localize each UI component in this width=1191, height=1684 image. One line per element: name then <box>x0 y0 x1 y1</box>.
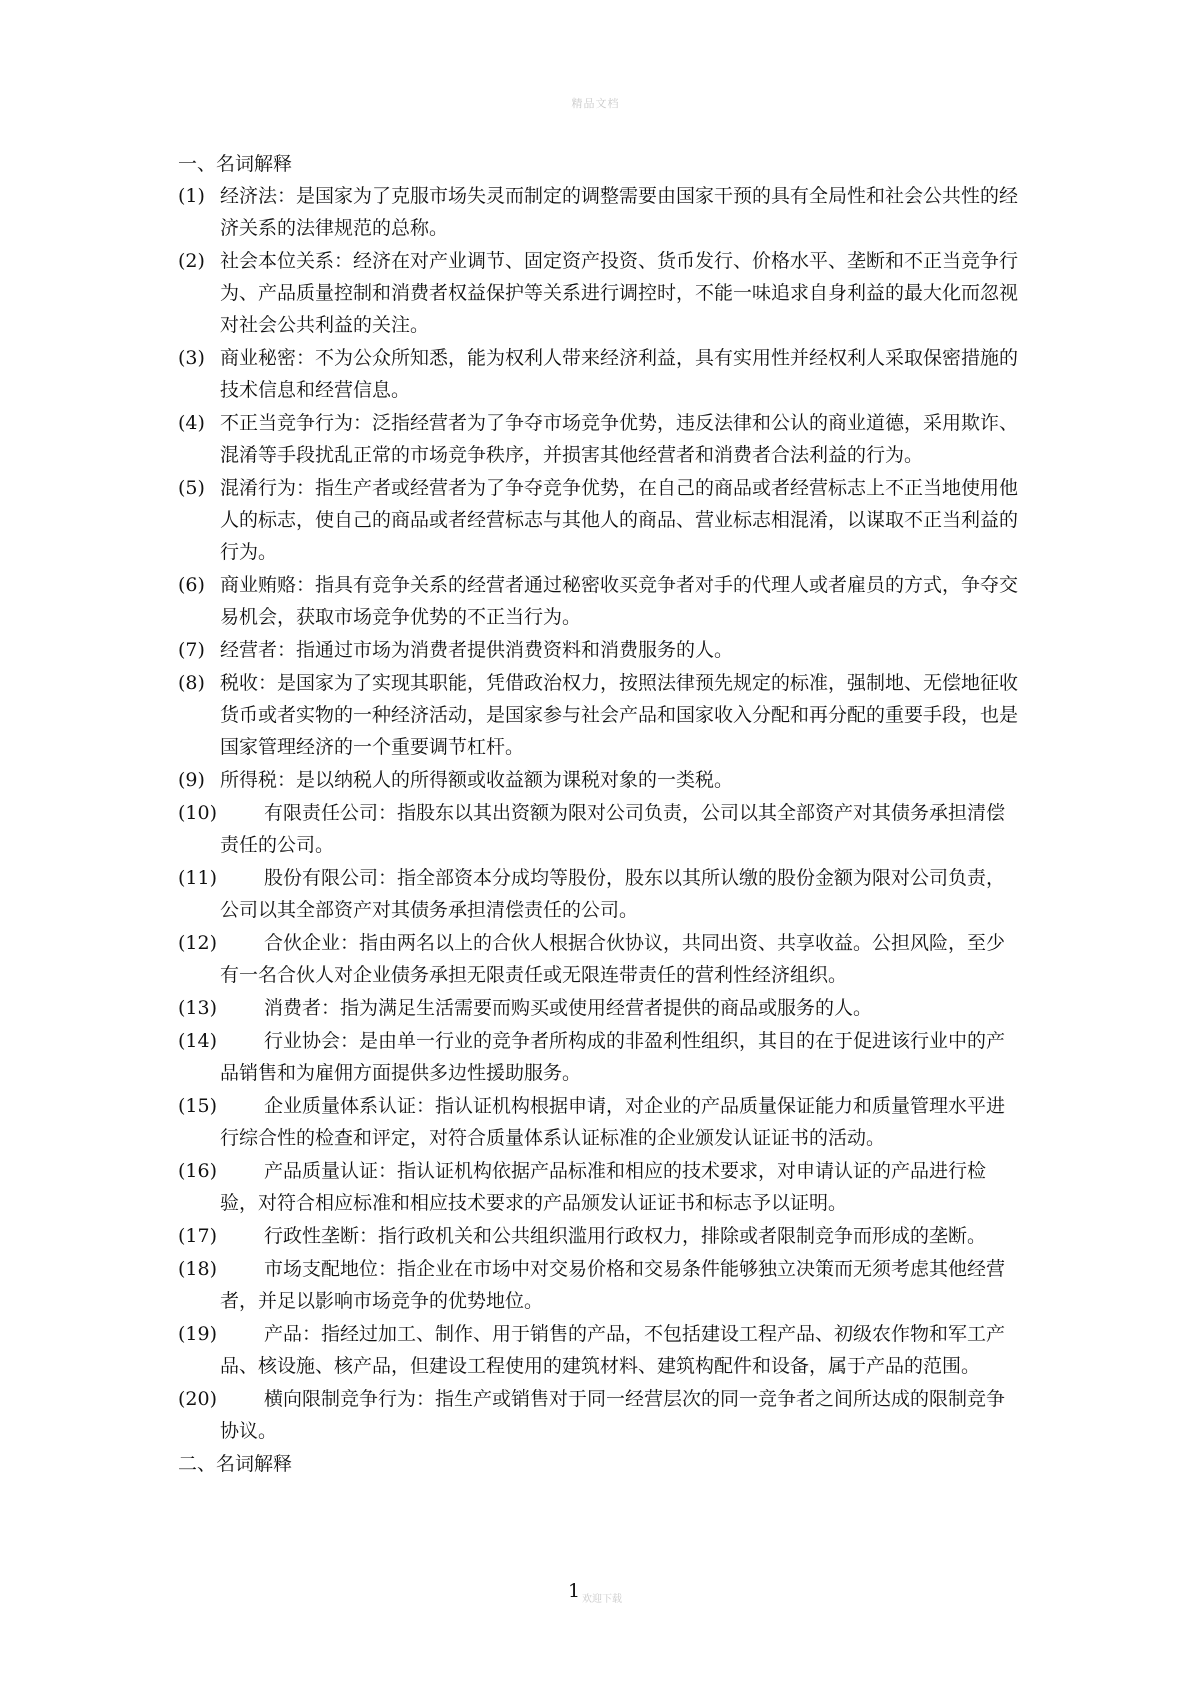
item-text: 横向限制竞争行为：指生产或销售对于同一经营层次的同一竞争者之间所达成的限制竞争协议。 <box>220 1388 1006 1442</box>
item-text: 所得税：是以纳税人的所得额或收益额为课税对象的一类税。 <box>220 769 734 791</box>
item-text: 产品质量认证：指认证机构依据产品标准和相应的技术要求，对申请认证的产品进行检验，对符合相应标准和相应技术要求的产品颁发认证证书和标志予以证明。 <box>220 1160 987 1214</box>
section-heading-2: 二、名词解释 <box>178 1453 293 1475</box>
section-heading-1: 一、名词解释 <box>178 153 293 175</box>
watermark-top: 精品文档 <box>571 97 620 110</box>
item-number: (9) <box>178 769 205 791</box>
list-item <box>178 634 1018 666</box>
item-text: 产品：指经过加工、制作、用于销售的产品，不包括建设工程产品、初级农作物和军工产品、核设施、核产品，但建设工程使用的建筑材料、建筑构配件和设备，属于产品的范围。 <box>220 1323 1006 1377</box>
list-item <box>178 342 1018 406</box>
item-text: 有限责任公司：指股东以其出资额为限对公司负责，公司以其全部资产对其债务承担清偿责任的公司。 <box>220 802 1006 856</box>
item-text: 混淆行为：指生产者或经营者为了争夺竞争优势，在自己的商品或者经营标志上不正当地使用他人的标志，使自己的商品或者经营标志与其他人的商品、营业标志相混淆，以谋取不正当利益的行为。 <box>220 477 1019 563</box>
item-number: (14) <box>178 1030 218 1052</box>
item-number: (10) <box>178 802 218 824</box>
list-item <box>178 180 1018 244</box>
list-item <box>178 1090 1018 1154</box>
item-number: (6) <box>178 574 205 596</box>
list-item <box>178 992 1018 1024</box>
item-text: 税收：是国家为了实现其职能，凭借政治权力，按照法律预先规定的标准，强制地、无偿地征收货币或者实物的一种经济活动，是国家参与社会产品和国家收入分配和再分配的重要手段，也是国家管理经济的一个重要调节杠杆。 <box>220 672 1019 758</box>
item-text: 企业质量体系认证：指认证机构根据申请，对企业的产品质量保证能力和质量管理水平进行综合性的检查和评定，对符合质量体系认证标准的企业颁发认证证书的活动。 <box>220 1095 1006 1149</box>
list-item <box>178 797 1018 861</box>
item-number: (4) <box>178 412 205 434</box>
list-item <box>178 862 1018 926</box>
item-number: (2) <box>178 250 205 272</box>
item-text: 商业秘密：不为公众所知悉，能为权利人带来经济利益，具有实用性并经权利人采取保密措施的技术信息和经营信息。 <box>220 347 1019 401</box>
item-text: 合伙企业：指由两名以上的合伙人根据合伙协议，共同出资、共享收益。公担风险，至少有一名合伙人对企业债务承担无限责任或无限连带责任的营利性经济组织。 <box>220 932 1006 986</box>
watermark-bottom: 欢迎下载 <box>582 1594 622 1605</box>
item-text: 行业协会：是由单一行业的竞争者所构成的非盈利性组织，其目的在于促进该行业中的产品销售和为雇佣方面提供多边性援助服务。 <box>220 1030 1006 1084</box>
list-item <box>178 245 1018 341</box>
list-item <box>178 407 1018 471</box>
item-number: (12) <box>178 932 218 954</box>
item-number: (15) <box>178 1095 218 1117</box>
item-number: (17) <box>178 1225 218 1247</box>
item-number: (13) <box>178 997 218 1019</box>
list-item <box>178 1318 1018 1382</box>
item-text: 股份有限公司：指全部资本分成均等股份，股东以其所认缴的股份金额为限对公司负责，公司以其全部资产对其债务承担清偿责任的公司。 <box>220 867 1006 921</box>
item-text: 不正当竞争行为：泛指经营者为了争夺市场竞争优势，违反法律和公认的商业道德，采用欺诈、混淆等手段扰乱正常的市场竞争秩序，并损害其他经营者和消费者合法利益的行为。 <box>220 412 1019 466</box>
list-item <box>178 1155 1018 1219</box>
item-number: (3) <box>178 347 205 369</box>
list-item <box>178 569 1018 633</box>
item-number: (18) <box>178 1258 218 1280</box>
term-list <box>178 180 1018 1447</box>
item-text: 消费者：指为满足生活需要而购买或使用经营者提供的商品或服务的人。 <box>264 997 873 1019</box>
item-number: (1) <box>178 185 205 207</box>
item-number: (19) <box>178 1323 218 1345</box>
item-number: (20) <box>178 1388 218 1410</box>
item-number: (7) <box>178 639 205 661</box>
list-item <box>178 1383 1018 1447</box>
list-item <box>178 764 1018 796</box>
item-number: (16) <box>178 1160 218 1182</box>
item-text: 商业贿赂：指具有竞争关系的经营者通过秘密收买竞争者对手的代理人或者雇员的方式，争夺交易机会，获取市场竞争优势的不正当行为。 <box>220 574 1019 628</box>
item-text: 经济法：是国家为了克服市场失灵而制定的调整需要由国家干预的具有全局性和社会公共性的经济关系的法律规范的总称。 <box>220 185 1019 239</box>
list-item <box>178 1253 1018 1317</box>
item-number: (5) <box>178 477 205 499</box>
item-text: 市场支配地位：指企业在市场中对交易价格和交易条件能够独立决策而无须考虑其他经营者，并足以影响市场竞争的优势地位。 <box>220 1258 1006 1312</box>
item-text: 经营者：指通过市场为消费者提供消费资料和消费服务的人。 <box>220 639 734 661</box>
list-item <box>178 927 1018 991</box>
list-item <box>178 667 1018 763</box>
list-item <box>178 472 1018 568</box>
list-item <box>178 1220 1018 1252</box>
item-text: 社会本位关系：经济在对产业调节、固定资产投资、货币发行、价格水平、垄断和不正当竞争行为、产品质量控制和消费者权益保护等关系进行调控时，不能一味追求自身利益的最大化而忽视对社会公共利益的关注。 <box>220 250 1019 336</box>
list-item <box>178 1025 1018 1089</box>
item-number: (8) <box>178 672 205 694</box>
item-text: 行政性垄断：指行政机关和公共组织滥用行政权力，排除或者限制竞争而形成的垄断。 <box>264 1225 987 1247</box>
item-number: (11) <box>178 867 218 889</box>
page-number: 1 <box>568 1580 581 1602</box>
document-body <box>178 148 1018 1480</box>
